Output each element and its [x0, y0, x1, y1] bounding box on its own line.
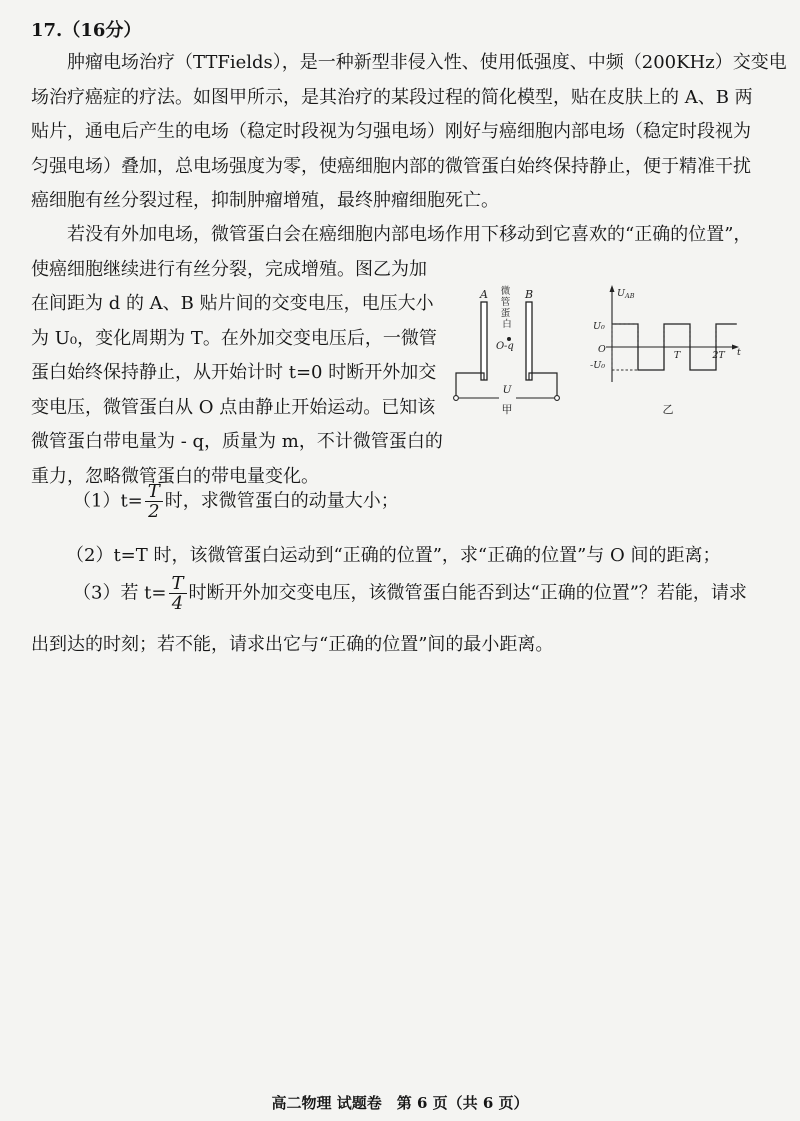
pos-level-label: U₀ [593, 321, 605, 332]
point-o-label: O [496, 341, 505, 352]
fraction-numerator: T [145, 482, 163, 502]
sub-question-3 [73, 574, 747, 613]
sub3-prefix: （3）若 t= [73, 582, 167, 604]
particle-label-char: 管 [500, 297, 511, 308]
intro-line: 匀强电场）叠加，总电场强度为零，使癌细胞内部的微管蛋白始终保持静止，便于精准干扰 [31, 155, 751, 177]
y-axis-arrow [610, 285, 615, 292]
plate-a-label: A [480, 288, 488, 301]
sub-question-1 [73, 482, 399, 521]
sub3-suffix: 时断开外加交变电压，该微管蛋白能否到达“正确的位置”？若能，请求 [188, 582, 747, 604]
intro-line: 场治疗癌症的疗法。如图甲所示，是其治疗的某段过程的简化模型，贴在皮肤上的 A、B 两 [31, 86, 753, 108]
tick-label-T: T [673, 350, 681, 361]
particle-label-char: 微 [500, 286, 511, 297]
body-line: 使癌细胞继续进行有丝分裂，完成增殖。图乙为加 [31, 258, 427, 280]
body-line: 若没有外加电场，微管蛋白会在癌细胞内部电场作用下移动到它喜欢的“正确的位置”， [31, 224, 752, 245]
fraction-numerator: T [169, 574, 187, 594]
fraction-denominator: 4 [171, 593, 184, 614]
tick-label-2T: 2T [712, 350, 725, 361]
fraction-denominator: 2 [148, 501, 160, 522]
terminal-right [555, 396, 560, 401]
body-line: 在间距为 d 的 A、B 贴片间的交变电压，电压大小 [31, 293, 434, 314]
body-line: 微管蛋白带电量为 - q，质量为 m，不计微管蛋白的 [31, 431, 443, 452]
figure-jia [450, 282, 580, 422]
body-line: 蛋白始终保持静止，从开始计时 t=0 时断开外加交 [31, 362, 437, 383]
body-line: 重力，忽略微管蛋白的带电量变化。 [31, 465, 319, 487]
sub2-text: （2）t=T 时，该微管蛋白运动到“正确的位置”，求“正确的位置”与 O 间的距离； [66, 545, 721, 566]
charge-label: -q [504, 341, 514, 352]
page-footer: 高二物理 试题卷 第 6 页（共 6 页） [271, 1094, 529, 1112]
plate-b-label: B [525, 288, 534, 301]
body-line: 变电压，微管蛋白从 O 点由静止开始运动。已知该 [31, 396, 436, 418]
figure-yi [590, 282, 750, 422]
intro-line: 贴片，通电后产生的电场（稳定时段视为匀强电场）刚好与癌细胞内部电场（稳定时段视为 [31, 121, 751, 142]
body-line: 为 U₀，变化周期为 T。在外加交变电压后，一微管 [31, 327, 437, 349]
wire-right [529, 373, 557, 396]
sub1-prefix: （1）t= [73, 490, 143, 512]
intro-line: 癌细胞有丝分裂过程，抑制肿瘤增殖，最终肿瘤细胞死亡。 [31, 190, 499, 211]
particle-label [501, 285, 514, 330]
intro-paragraph [31, 46, 787, 219]
particle-label-char: 蛋 [500, 308, 511, 319]
question-number: 17.（16分） [31, 20, 142, 41]
fraction-t-half [145, 482, 163, 521]
sub-question-2 [66, 541, 721, 567]
y-axis-label: $U_{AB}$ [617, 288, 635, 300]
x-axis-label: t [737, 347, 741, 358]
wire-left [456, 373, 484, 396]
neg-level-label: -U₀ [590, 360, 606, 371]
sub3-line2: 出到达的时刻；若不能，请求出它与“正确的位置”间的最小距离。 [31, 634, 554, 655]
figure-jia-caption: 甲 [501, 403, 513, 416]
plate-a [481, 302, 487, 380]
intro-line: 肿瘤电场治疗（TTFields），是一种新型非侵入性、使用低强度、中频（200KHz）交变电 [31, 52, 787, 73]
terminal-left [454, 396, 459, 401]
particle-label-char: 白 [502, 319, 512, 330]
sub1-suffix: 时，求微管蛋白的动量大小； [164, 490, 399, 512]
plate-b [526, 302, 532, 380]
sub-question-3-cont [31, 630, 553, 656]
voltage-label: U [502, 384, 512, 396]
figure-yi-caption: 乙 [662, 403, 674, 416]
origin-label: O [598, 344, 606, 355]
fraction-t-quarter [169, 574, 187, 613]
